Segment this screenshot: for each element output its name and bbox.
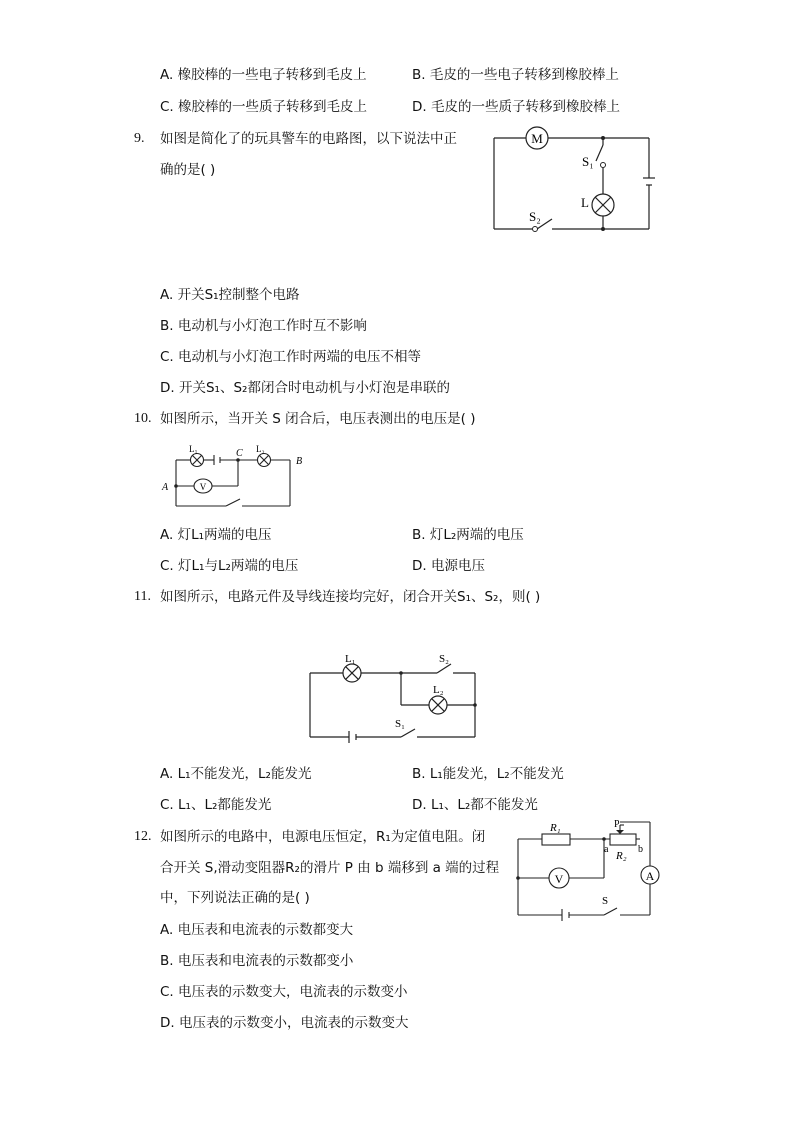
- q10-voltmeter-label: V: [199, 482, 207, 492]
- q11-option-c[interactable]: C. L₁、L₂都能发光: [160, 797, 272, 813]
- q12-end-a: a: [604, 844, 609, 855]
- q11-option-d[interactable]: D. L₁、L₂都不能发光: [412, 797, 538, 813]
- q9-switch2-label: S₂: [529, 209, 541, 224]
- q11-switch1-label: S₁: [395, 718, 405, 730]
- q12-r1-label: R₁: [550, 822, 561, 834]
- q9-stem-line1: 如图是简化了的玩具警车的电路图，以下说法中正: [160, 131, 457, 147]
- q9-switch1-label: S₁: [582, 154, 594, 169]
- q10-option-d[interactable]: D. 电源电压: [412, 558, 485, 574]
- q9-lamp-label: L: [581, 195, 589, 210]
- q10-option-b[interactable]: B. 灯L₂两端的电压: [412, 527, 524, 543]
- q8-option-a[interactable]: A. 橡胶棒的一些电子转移到毛皮上: [160, 67, 367, 83]
- q11-number: 11.: [134, 589, 151, 604]
- q11-lamp1-label: L₁: [345, 653, 356, 665]
- q10-point-a: A: [162, 482, 169, 493]
- q10-lamp1-label: L₁: [189, 444, 198, 454]
- q10-point-b: B: [296, 456, 303, 467]
- q9-option-c[interactable]: C. 电动机与小灯泡工作时两端的电压不相等: [160, 349, 422, 365]
- q11-circuit-diagram: [305, 650, 485, 745]
- q11-switch2-label: S₂: [439, 653, 449, 665]
- q12-option-d[interactable]: D. 电压表的示数变小，电流表的示数变大: [160, 1015, 409, 1031]
- q9-number: 9.: [134, 131, 145, 146]
- q9-option-d[interactable]: D. 开关S₁、S₂都闭合时电动机与小灯泡是串联的: [160, 380, 450, 396]
- q10-option-c[interactable]: C. 灯L₁与L₂两端的电压: [160, 558, 299, 574]
- q12-option-b[interactable]: B. 电压表和电流表的示数都变小: [160, 953, 354, 969]
- q12-circuit-diagram: [512, 818, 672, 918]
- q12-stem-line3: 中，下列说法正确的是( ): [160, 890, 310, 906]
- q11-lamp2-label: L₂: [433, 684, 444, 696]
- q8-option-d[interactable]: D. 毛皮的一些质子转移到橡胶棒上: [412, 99, 620, 115]
- q10-number: 10.: [134, 411, 152, 426]
- q8-option-c[interactable]: C. 橡胶棒的一些质子转移到毛皮上: [160, 99, 368, 115]
- q10-circuit-diagram: [160, 442, 310, 512]
- q12-ammeter-label: A: [645, 869, 655, 883]
- q12-option-a[interactable]: A. 电压表和电流表的示数都变大: [160, 922, 354, 938]
- q10-option-a[interactable]: A. 灯L₁两端的电压: [160, 527, 272, 543]
- q12-switch-label: S: [602, 895, 609, 907]
- q12-stem-line1: 如图所示的电路中，电源电压恒定，R₁为定值电阻。闭: [160, 829, 486, 845]
- q12-voltmeter-label: V: [554, 872, 564, 886]
- q12-number: 12.: [134, 829, 152, 844]
- q12-slider-label: P: [614, 819, 620, 830]
- q10-stem: 如图所示，当开关 S 闭合后，电压表测出的电压是( ): [160, 411, 476, 427]
- q9-circuit-diagram: [490, 125, 660, 237]
- q12-end-b: b: [638, 844, 643, 855]
- q9-motor-label: M: [531, 131, 543, 146]
- q11-option-b[interactable]: B. L₁能发光，L₂不能发光: [412, 766, 564, 782]
- q11-option-a[interactable]: A. L₁不能发光，L₂能发光: [160, 766, 312, 782]
- q8-option-b[interactable]: B. 毛皮的一些电子转移到橡胶棒上: [412, 67, 619, 83]
- q9-option-b[interactable]: B. 电动机与小灯泡工作时互不影响: [160, 318, 367, 334]
- q10-lamp2-label: L₂: [256, 444, 265, 454]
- q12-option-c[interactable]: C. 电压表的示数变大，电流表的示数变小: [160, 984, 408, 1000]
- q9-stem-line2: 确的是( ): [160, 162, 216, 178]
- q12-r2-label: R₂: [616, 850, 627, 862]
- q9-option-a[interactable]: A. 开关S₁控制整个电路: [160, 287, 300, 303]
- q12-stem-line2: 合开关 S,滑动变阻器R₂的滑片 P 由 b 端移到 a 端的过程: [160, 860, 500, 876]
- q10-point-c: C: [236, 448, 243, 459]
- q11-stem: 如图所示，电路元件及导线连接均完好，闭合开关S₁、S₂，则( ): [160, 589, 541, 605]
